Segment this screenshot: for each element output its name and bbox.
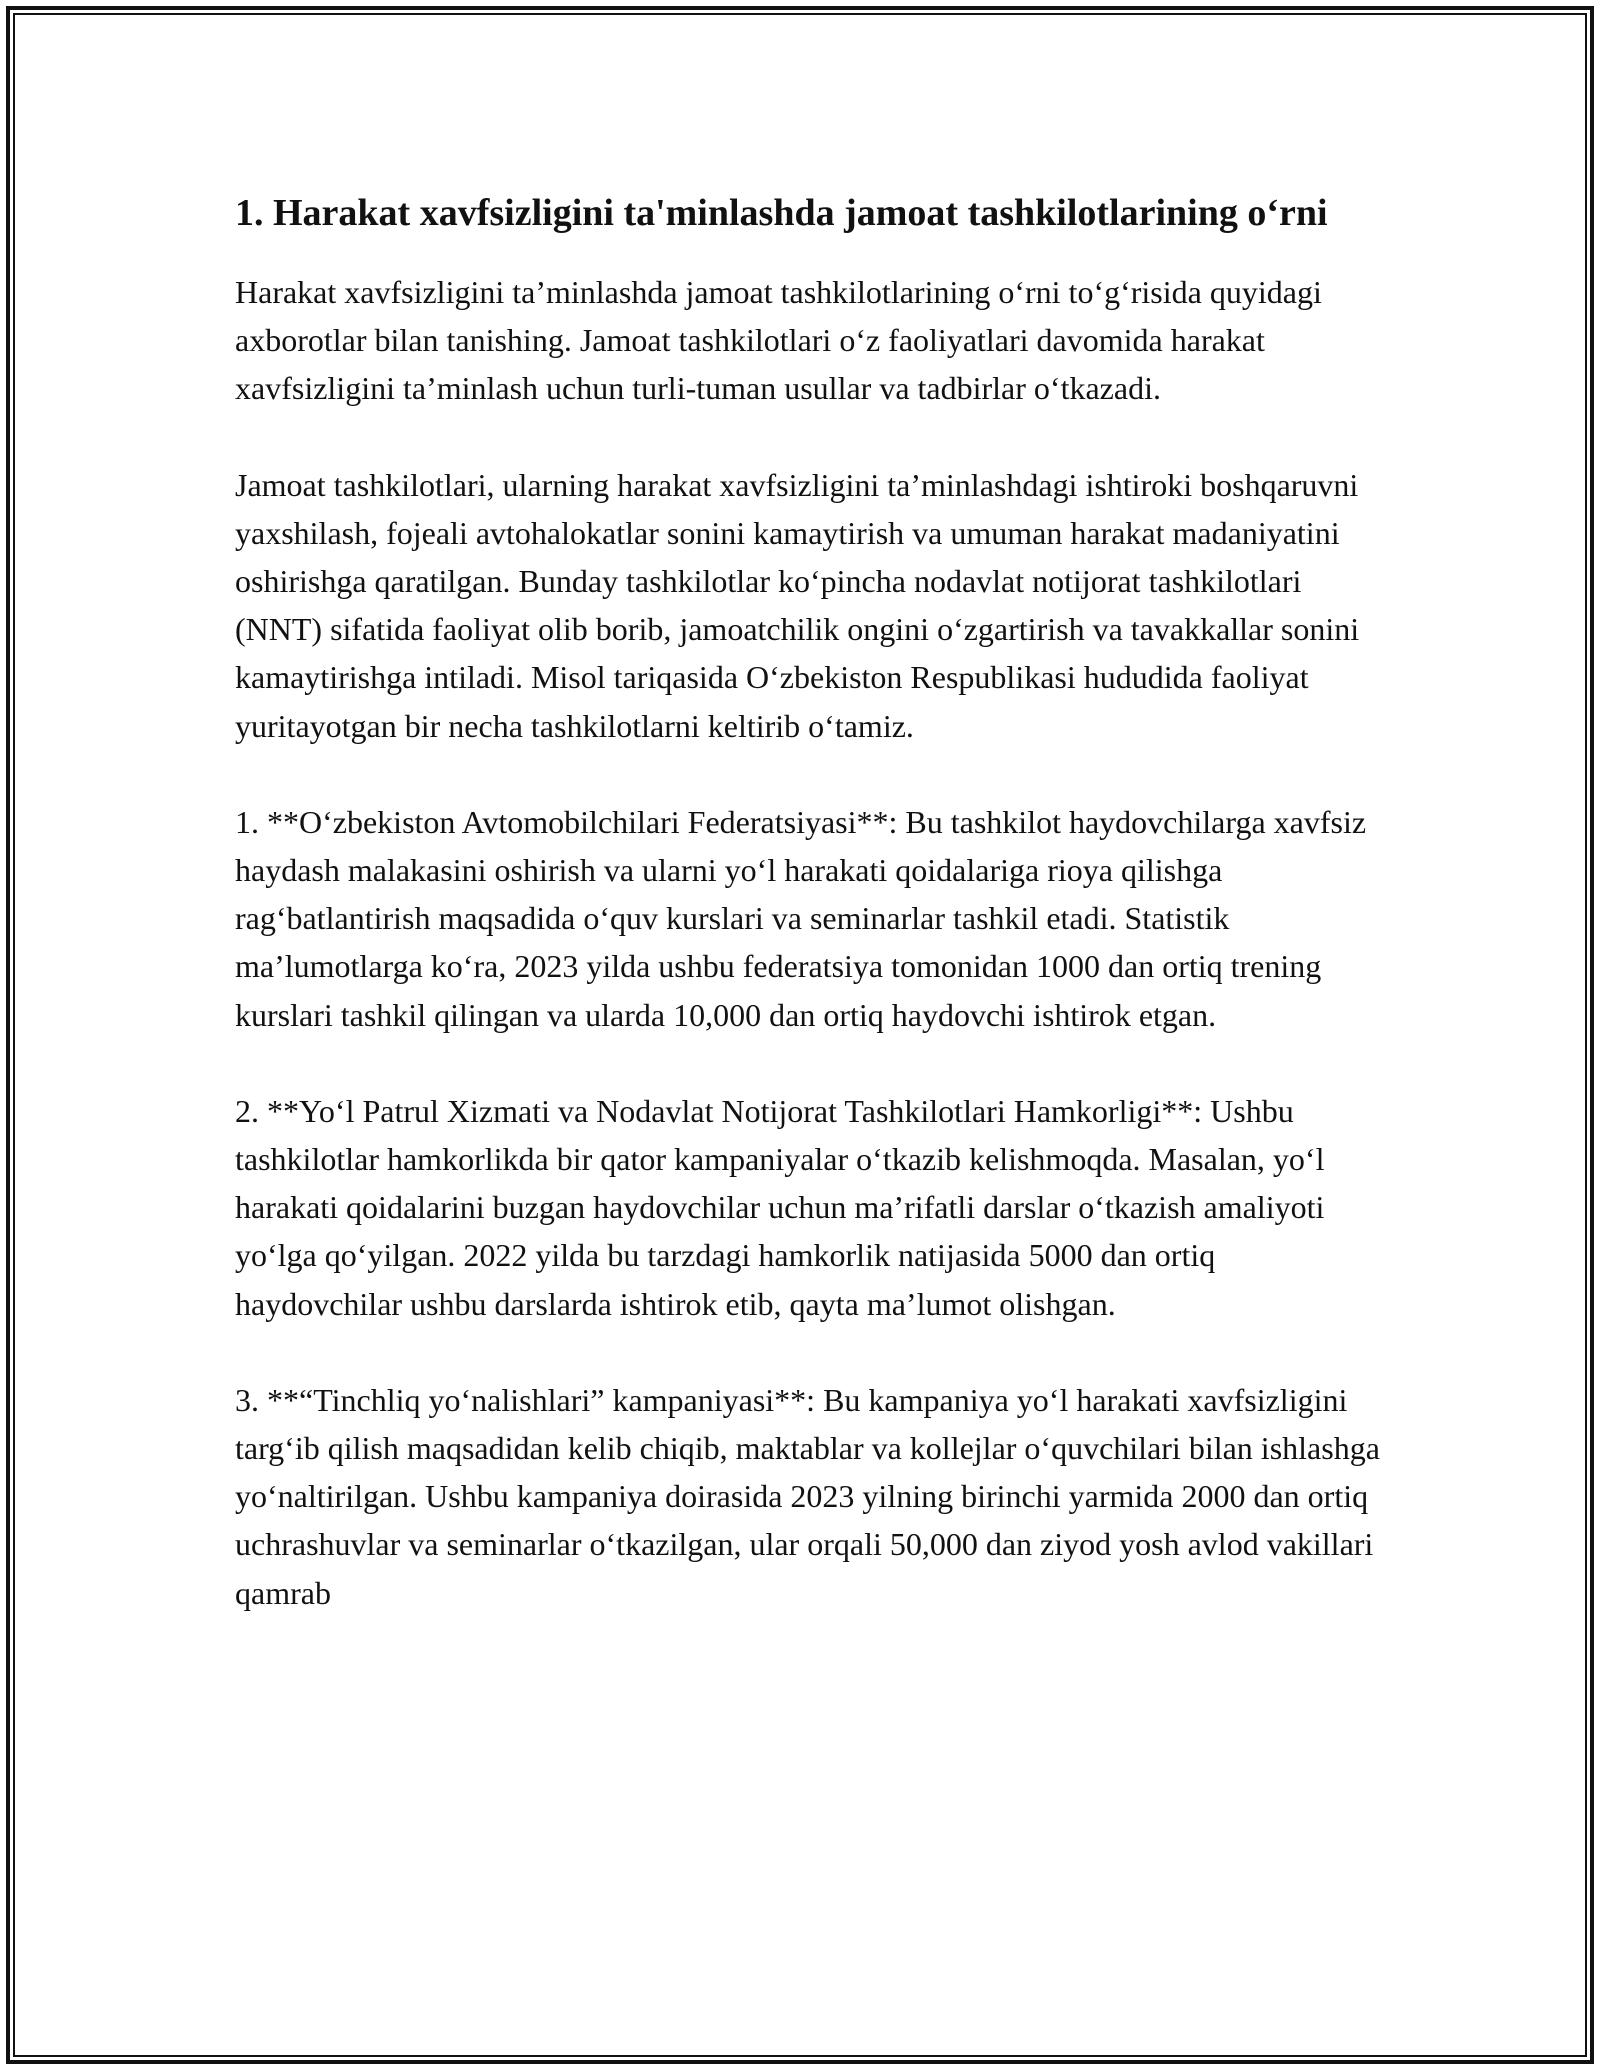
- list-item-federation: 1. **O‘zbekiston Avtomobilchilari Federatsiyasi**: Bu tashkilot haydovchilarga xavfsiz haydash malakasini oshirish va ularni yo‘l harakati qoidalariga rioya qilishga rag‘batlantirish maqsadida o‘quv kurslari va seminarlar tashkil etadi. Statistik ma’lumotlarga ko‘ra, 2023 yilda ushbu federatsiya tomonidan 1000 dan ortiq trening kurslari tashkil qilingan va ularda 10,000 dan ortiq haydovchi ishtirok etgan.: [235, 803, 1367, 1033]
- paragraph-intro: Harakat xavfsizligini ta’minlashda jamoat tashkilotlarining o‘rni to‘g‘risida quyidagi axborotlar bilan tanishing. Jamoat tashkilotlari o‘z faoliyatlari davomida harakat xavfsizligini ta’minlash uchun turli-tuman usullar va tadbirlar o‘tkazadi.: [235, 274, 1322, 407]
- list-item-campaign: 3. **“Tinchliq yo‘nalishlari” kampaniyasi**: Bu kampaniya yo‘l harakati xavfsizligini targ‘ib qilish maqsadidan kelib chiqib, maktablar va kollejlar o‘quvchilari bilan ishlashga yo‘naltirilgan. Ushbu kampaniya doirasida 2023 yilning birinchi yarmida 2000 dan ortiq uchrashuvlar va seminarlar o‘tkazilgan, ular orqali 50,000 dan ziyod yosh avlod vakillari qamrab: [235, 1381, 1380, 1611]
- section-heading: 1. Harakat xavfsizligini ta'minlashda jamoat tashkilotlarining o‘rni: [235, 192, 1328, 234]
- list-item-patrol-cooperation: 2. **Yo‘l Patrul Xizmati va Nodavlat Notijorat Tashkilotlari Hamkorligi**: Ushbu tashkilotlar hamkorlikda bir qator kampaniyalar o‘tkazib kelishmoqda. Masalan, yo‘l harakati qoidalarini buzgan haydovchilar uchun ma’rifatli darslar o‘tkazish amaliyoti yo‘lga qo‘yilgan. 2022 yilda bu tarzdagi hamkorlik natijasida 5000 dan ortiq haydovchilar ushbu darslarda ishtirok etib, qayta ma’lumot olishgan.: [235, 1092, 1325, 1322]
- document-body: [235, 186, 1380, 1665]
- paragraph-overview: Jamoat tashkilotlari, ularning harakat xavfsizligini ta’minlashdagi ishtiroki boshqaruvni yaxshilash, fojeali avtohalokatlar sonini kamaytirish va umuman harakat madaniyatini oshirishga qaratilgan. Bunday tashkilotlar ko‘pincha nodavlat notijorat tashkilotlari (NNT) sifatida faoliyat olib borib, jamoatchilik ongini o‘zgartirish va tavakkallar sonini kamaytirishga intiladi. Misol tariqasida O‘zbekiston Respublikasi hududida faoliyat yuritayotgan bir necha tashkilotlarni keltirib o‘tamiz.: [235, 466, 1360, 744]
